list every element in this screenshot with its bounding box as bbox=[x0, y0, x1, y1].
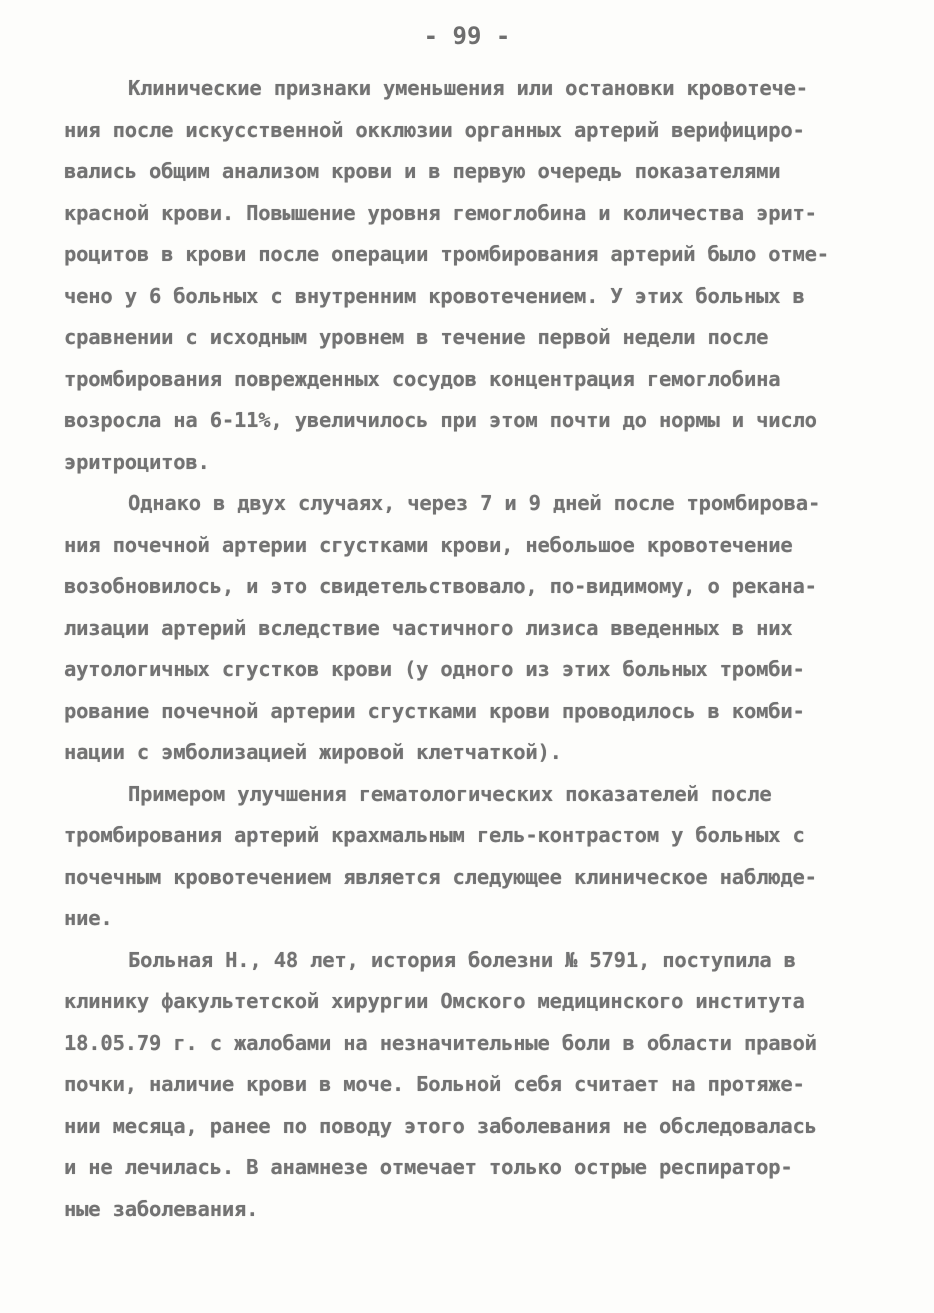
text-line: тромбирования артерий крахмальным гель-контрастом у больных с bbox=[64, 823, 805, 847]
page-number: - 99 - bbox=[423, 22, 511, 50]
text-line: Примером улучшения гематологических показателей после bbox=[128, 781, 772, 806]
text-line: вались общим анализом крови и в первую очередь показателями bbox=[64, 159, 781, 183]
text-line: нии месяца, ранее по поводу этого заболевания не обследовалась bbox=[64, 1113, 817, 1138]
text-line: почки, наличие крови в моче. Больной себя считает на протяже- bbox=[64, 1072, 805, 1096]
text-line: лизации артерий вследствие частичного лизиса введенных в них bbox=[64, 615, 793, 640]
text-line: возросла на 6-11%, увеличилось при этом почти до нормы и число bbox=[64, 408, 817, 432]
text-line: роцитов в крови после операции тромбирования артерий было отме- bbox=[64, 242, 829, 266]
text-line: Клинические признаки уменьшения или остановки кровотече- bbox=[128, 76, 808, 100]
text-line: ние. bbox=[64, 906, 113, 930]
text-line: ния почечной артерии сгустками крови, небольшое кровотечение bbox=[64, 532, 793, 557]
text-line: Больная Н., 48 лет, история болезни № 5791, поступила в bbox=[128, 947, 796, 972]
text-line: аутологичных сгустков крови (у одного из этих больных тромби- bbox=[64, 657, 805, 681]
text-line: 18.05.79 г. с жалобами на незначительные боли в области правой bbox=[64, 1030, 817, 1055]
text-line: тромбирования поврежденных сосудов концентрация гемоглобина bbox=[64, 366, 781, 391]
text-line: сравнении с исходным уровнем в течение первой недели после bbox=[64, 325, 769, 349]
text-line: ные заболевания. bbox=[64, 1196, 259, 1221]
text-line: рование почечной артерии сгустками крови проводилось в комби- bbox=[64, 698, 805, 723]
text-line: красной крови. Повышение уровня гемоглобина и количества эрит- bbox=[64, 200, 817, 225]
text-line: почечным кровотечением является следующее клиническое наблюде- bbox=[64, 864, 817, 889]
text-line: возобновилось, и это свидетельствовало, по-видимому, о рекана- bbox=[64, 574, 817, 598]
text-line: эритроцитов. bbox=[64, 449, 210, 474]
text-line: ния после искусственной окклюзии органных артерий верифициро- bbox=[64, 117, 805, 142]
text-line: и не лечилась. В анамнезе отмечает только острые респиратор- bbox=[64, 1155, 793, 1179]
body-text bbox=[64, 68, 870, 1230]
text-line: Однако в двух случаях, через 7 и 9 дней после тромбирова- bbox=[128, 491, 821, 515]
text-line: чено у 6 больных с внутренним кровотечением. У этих больных в bbox=[64, 283, 805, 308]
text-line: нации с эмболизацией жировой клетчаткой). bbox=[64, 740, 562, 764]
text-line: клинику факультетской хирургии Омского медицинского института bbox=[64, 989, 805, 1013]
